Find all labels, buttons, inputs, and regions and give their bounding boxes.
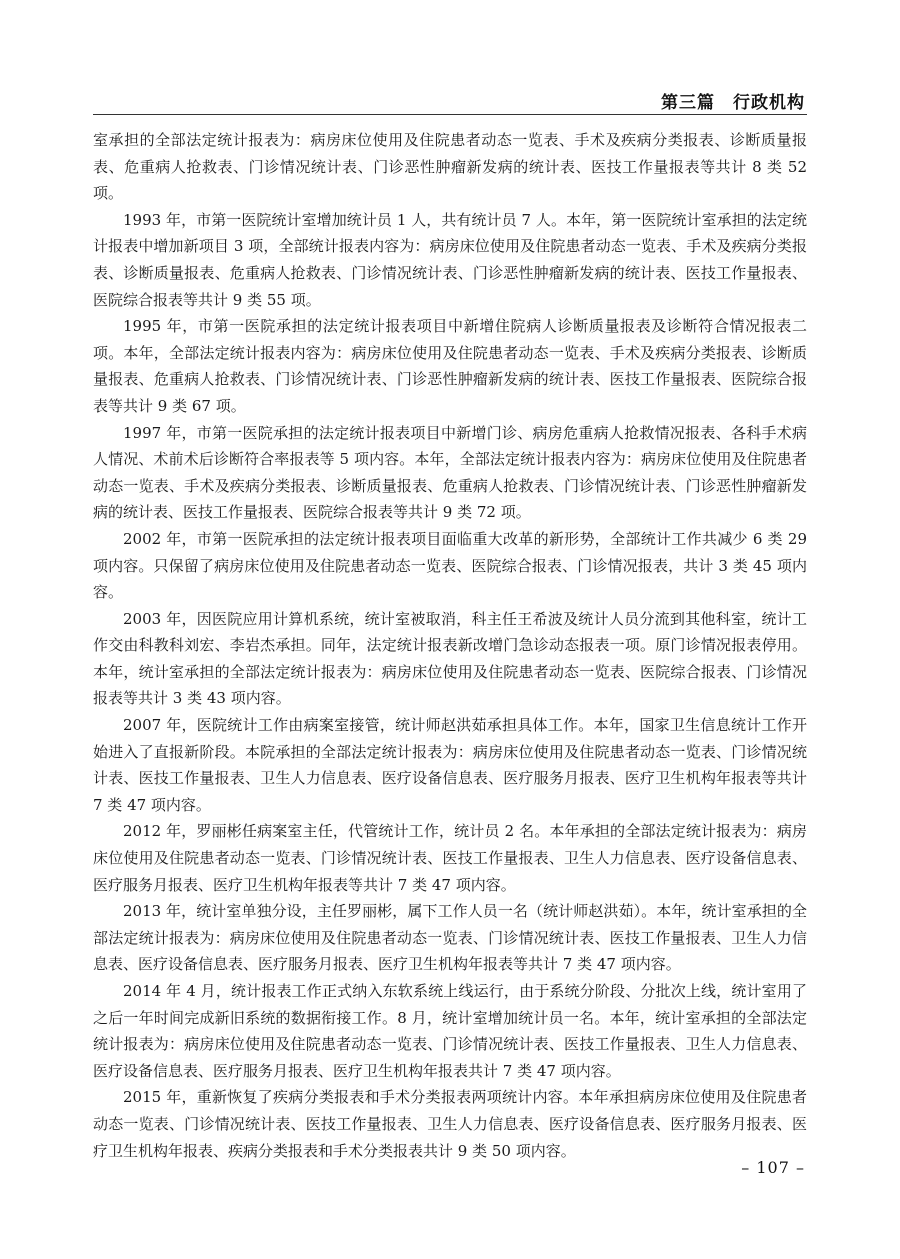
paragraph-2007: 2007 年，医院统计工作由病案室接管，统计师赵洪茹承担具体工作。本年，国家卫生信息统计工作开始进入了直报新阶段。本院承担的全部法定统计报表为：病房床位使用及住院患者动态一览表、门诊情况统计表、医技工作量报表、卫生人力信息表、医疗设备信息表、医疗服务月报表、医疗卫生机构年报表等共计 7 类 47 项内容。 xyxy=(93,716,807,814)
paragraph-continued: 室承担的全部法定统计报表为：病房床位使用及住院患者动态一览表、手术及疾病分类报表、诊断质量报表、危重病人抢救表、门诊情况统计表、门诊恶性肿瘤新发病的统计表、医技工作量报表等共计 8 类 52 项。 xyxy=(93,131,807,203)
paragraph-1995: 1995 年，市第一医院承担的法定统计报表项目中新增住院病人诊断质量报表及诊断符合情况报表二项。本年，全部法定统计报表内容为：病房床位使用及住院患者动态一览表、手术及疾病分类报表、诊断质量报表、危重病人抢救表、门诊情况统计表、门诊恶性肿瘤新发病的统计表、医技工作量报表、医院综合报表等共计 9 类 67 项。 xyxy=(93,317,807,415)
paragraph-2003: 2003 年，因医院应用计算机系统，统计室被取消，科主任王希波及统计人员分流到其他科室，统计工作交由科教科刘宏、李岩杰承担。同年，法定统计报表新改增门急诊动态报表一项。原门诊情况报表停用。本年，统计室承担的全部法定统计报表为：病房床位使用及住院患者动态一览表、医院综合报表、门诊情况报表等共计 3 类 43 项内容。 xyxy=(93,609,807,708)
paragraph-2013: 2013 年，统计室单独分设，主任罗丽彬，属下工作人员一名（统计师赵洪茹）。本年，统计室承担的全部法定统计报表为：病房床位使用及住院患者动态一览表、门诊情况统计表、医技工作量报表、卫生人力信息表、医疗设备信息表、医疗服务月报表、医疗卫生机构年报表等共计 7 类 47 项内容。 xyxy=(93,902,807,974)
paragraph-2012: 2012 年，罗丽彬任病案室主任，代管统计工作，统计员 2 名。本年承担的全部法定统计报表为：病房床位使用及住院患者动态一览表、门诊情况统计表、医技工作量报表、卫生人力信息表、医疗设备信息表、医疗服务月报表、医疗卫生机构年报表等共计 7 类 47 项内容。 xyxy=(93,822,807,894)
header-divider xyxy=(93,114,807,115)
body-text xyxy=(93,127,807,1164)
paragraph-2002: 2002 年，市第一医院承担的法定统计报表项目面临重大改革的新形势，全部统计工作共减少 6 类 29 项内容。只保留了病房床位使用及住院患者动态一览表、医院综合报表、门诊情况报表，共计 3 类 45 项内容。 xyxy=(93,529,807,602)
page-header-title: 第三篇 行政机构 xyxy=(661,93,805,113)
page-number: – 107 – xyxy=(741,1158,805,1177)
paragraph-2015: 2015 年，重新恢复了疾病分类报表和手术分类报表两项统计内容。本年承担病房床位使用及住院患者动态一览表、门诊情况统计表、医技工作量报表、卫生人力信息表、医疗设备信息表、医疗服务月报表、医疗卫生机构年报表、疾病分类报表和手术分类报表共计 9 类 50 项内容。 xyxy=(93,1088,807,1160)
paragraph-2014: 2014 年 4 月，统计报表工作正式纳入东软系统上线运行，由于系统分阶段、分批次上线，统计室用了之后一年时间完成新旧系统的数据衔接工作。8 月，统计室增加统计员一名。本年，统计室承担的全部法定统计报表为：病房床位使用及住院患者动态一览表、门诊情况统计表、医技工作量报表、卫生人力信息表、医疗设备信息表、医疗服务月报表、医疗卫生机构年报表共计 7 类 47 项内容。 xyxy=(93,982,807,1080)
paragraph-1997: 1997 年，市第一医院承担的法定统计报表项目中新增门诊、病房危重病人抢救情况报表、各科手术病人情况、术前术后诊断符合率报表等 5 项内容。本年，全部法定统计报表内容为：病房床位使用及住院患者动态一览表、手术及疾病分类报表、诊断质量报表、危重病人抢救表、门诊情况统计表、门诊恶性肿瘤新发病的统计表、医技工作量报表、医院综合报表等共计 9 类 72 项。 xyxy=(93,423,807,522)
paragraph-1993: 1993 年，市第一医院统计室增加统计员 1 人，共有统计员 7 人。本年，第一医院统计室承担的法定统计报表中增加新项目 3 项，全部统计报表内容为：病房床位使用及住院患者动态一览表、手术及疾病分类报表、诊断质量报表、危重病人抢救表、门诊情况统计表、门诊恶性肿瘤新发病的统计表、医技工作量报表、医院综合报表等共计 9 类 55 项。 xyxy=(93,210,807,309)
